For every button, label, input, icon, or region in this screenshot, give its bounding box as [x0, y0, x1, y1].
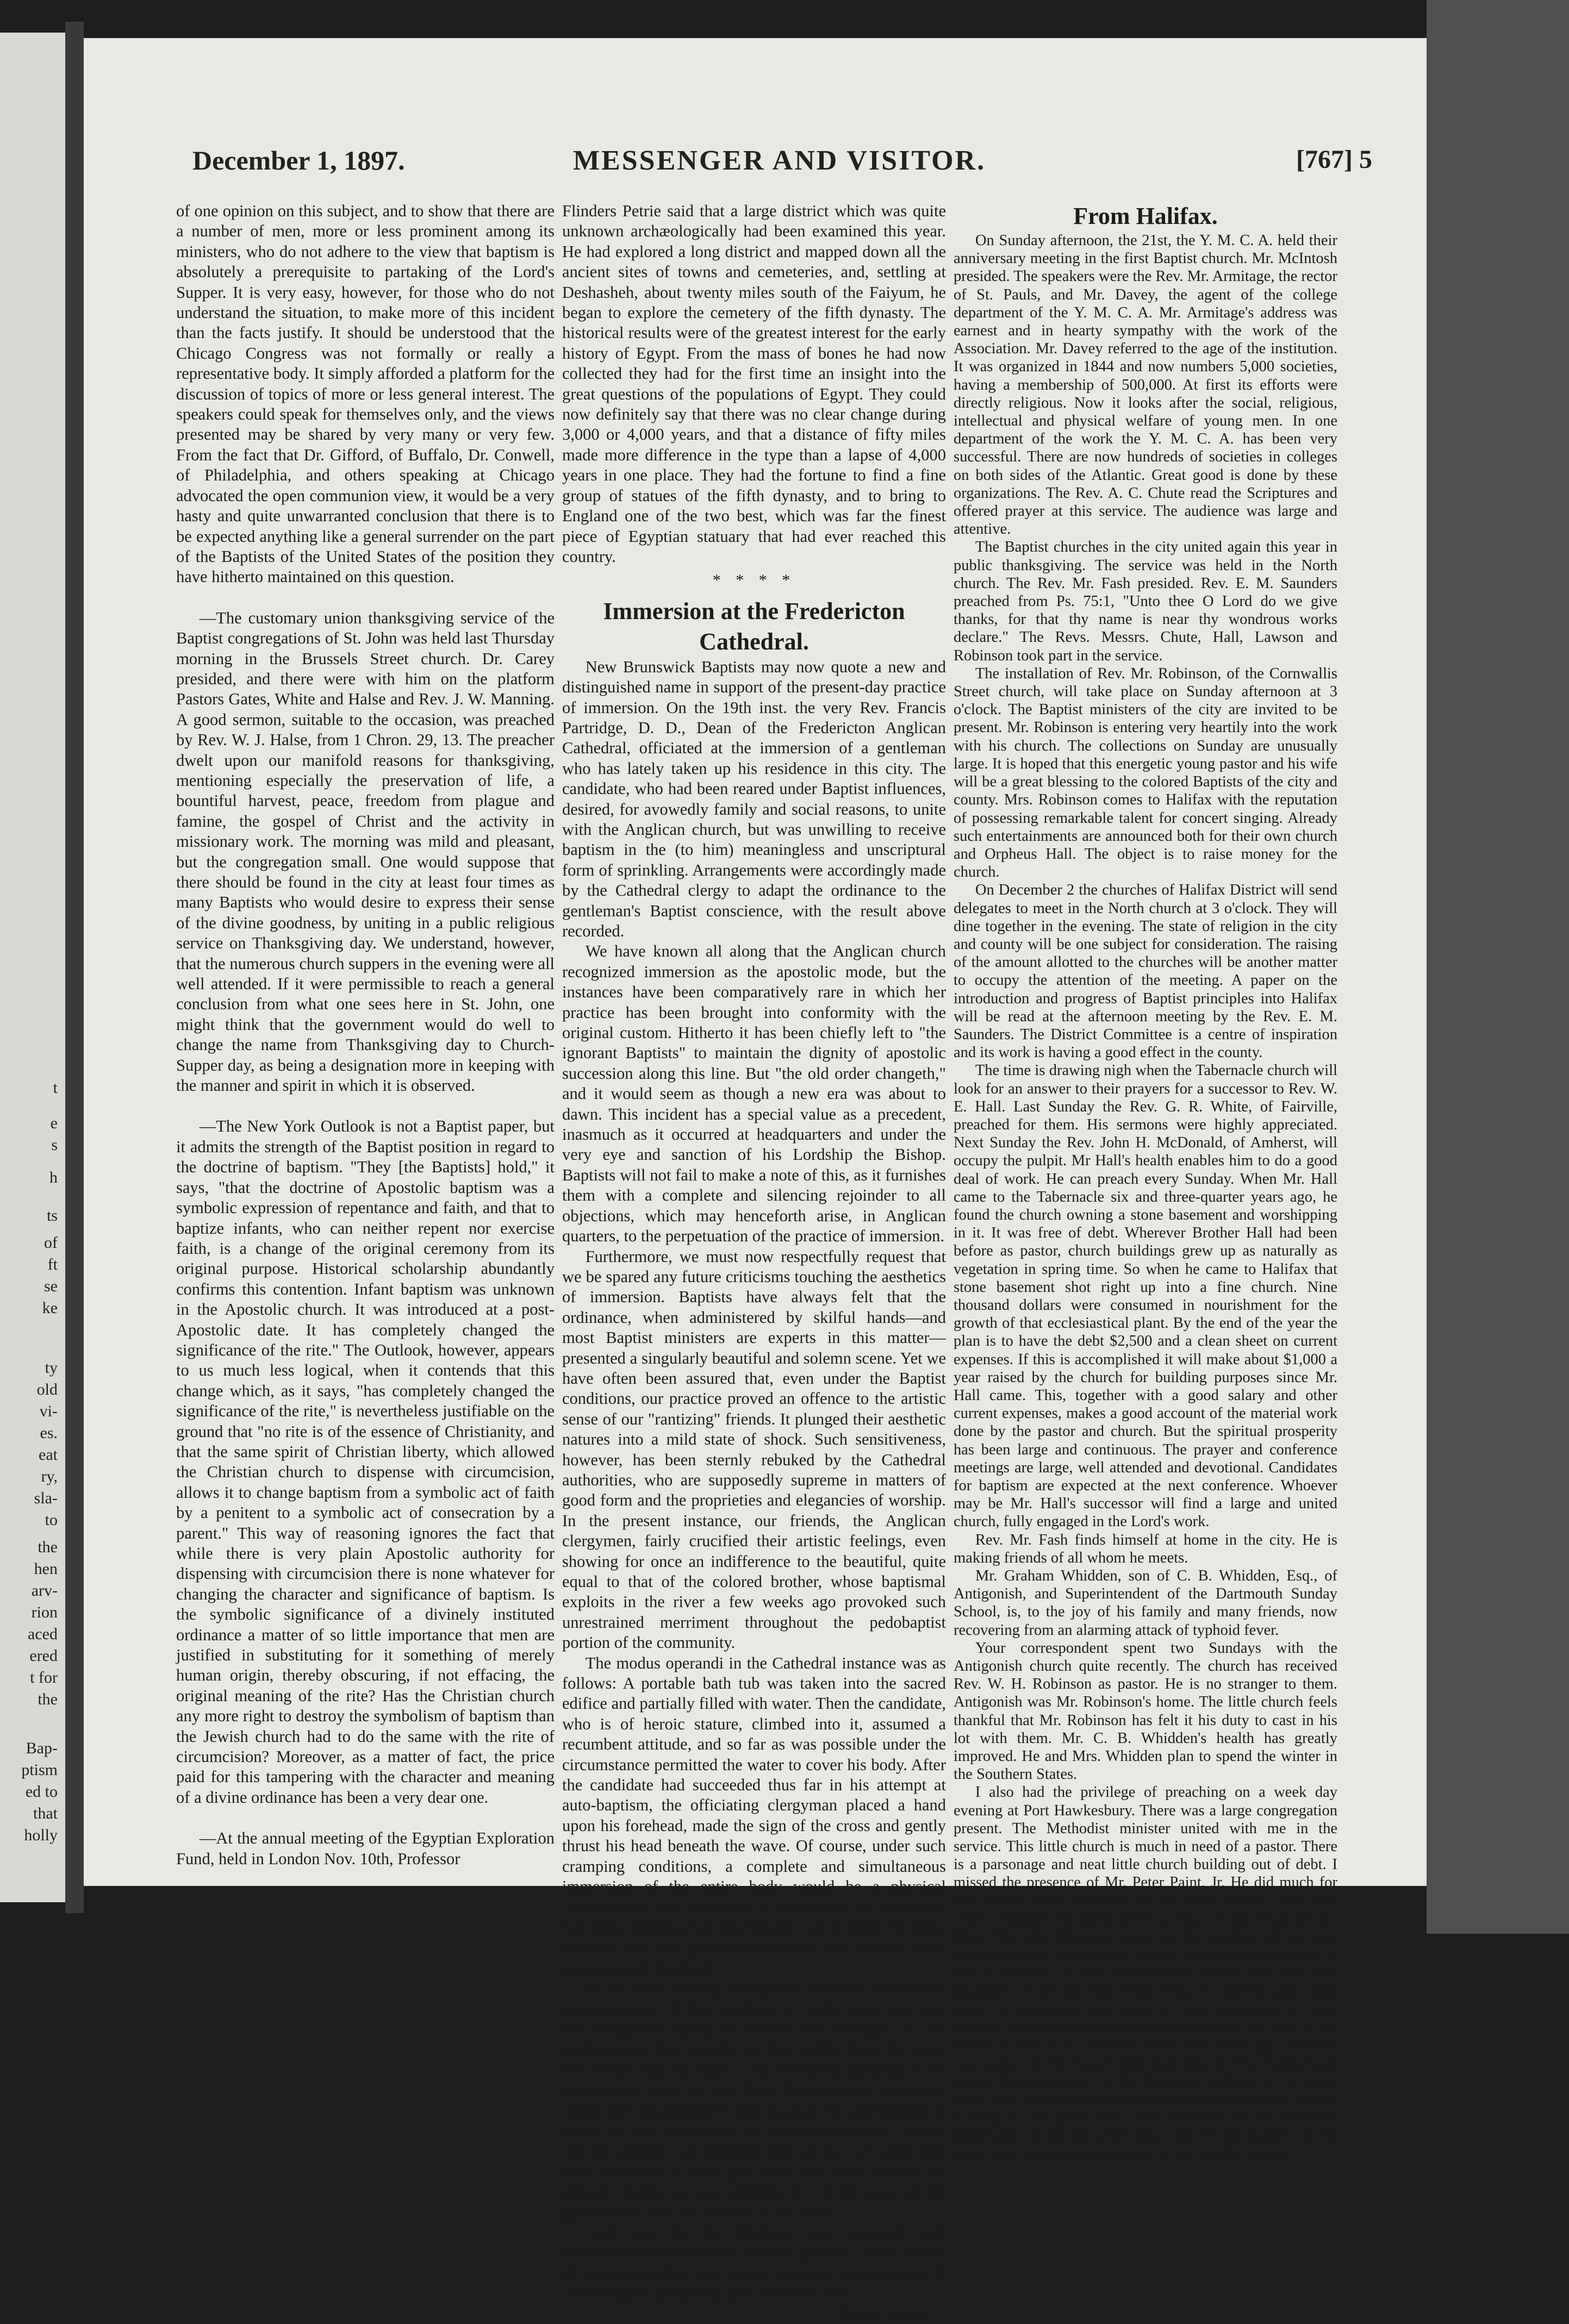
col3-paragraph: I also had the privilege of preaching on a week day evening at Port Hawkesbury. There was a large congregation present. The Methodist minister united with me in the service. This little church is much in need of a pastor. There is a parsonage and neat little church building out of debt. I missed the presence of Mr. Peter Paint, Jr. He did much for this church while he lived. His excellent widow, niece and sister continue the good work so dear to the heart of Mr. Paint. Mr. John McLane, loved by the members of the First Halifax church, of which he was for a long time a member, is now a member of Port Hawkesbury church. The sons and daughters of the late Peter Paint, Esq., Sr., and his wife stand ready to perpetuate the work so long sustained by their beloved parents. Port Hawkesbury church was the fruit of the labors of Rev. W. C. Rideout, about fifty years ago, when he was pastor of the Lower Aylesford church. The Paints have borne the greater part of the financial burdens for all these years. The Lord has prospered them and they are still willing to help on the good cause. The place has felt the financial depression of the few years past. The H. M. Board will no doubt give temporary assistance to this worthy church.	[954, 1784, 1337, 2162]
col2-paragraph: Furthermore, we must now respectfully request that we be spared any future criticisms touching the aesthetics of immersion. Baptists have always felt that the ordinance, when administered by skilful hands—and most Baptist ministers are experts in this matter—presented a singularly beautiful and solemn scene. Yet we have often been assured that, even under the Baptist conditions, our practice proved an offence to the artistic sense of our "rantizing" friends. It plunged their aesthetic natures into a mild state of shock. Such sensitiveness, however, has been sternly rebuked by the Cathedral authorities, who are supposedly supreme in matters of good form and the proprieties and elegancies of worship. In the present instance, our friends, the Anglican clergymen, fairly crucified their artistic feelings, even showing for once an indifference to the beautiful, quite equal to that of the colored brother, whose baptismal exploits in the river a few weeks ago provoked such unrestrained merriment throughout the pedobaptist portion of the community.	[562, 1247, 946, 1652]
col1-paragraph: —The customary union thanksgiving service of the Baptist congregations of St. John was held last Thursday morning in the Brussels Street church. Dr. Carey presided, and there were with him on the platform Pastors Gates, White and Halse and Rev. J. W. Manning. A good sermon, suitable to the occasion, was preached by Rev. W. J. Halse, from 1 Chron. 29, 13. The preacher dwelt upon our manifold reasons for thanksgiving, mentioning especially the preservation of life, a bountiful harvest, peace, freedom from plague and famine, the gospel of Christ and the activity in missionary work. The morning was mild and pleasant, but the congregation small. One would suppose that there should be found in the city at least four times as many Baptists who would desire to express their sense of the divine goodness, by uniting in a public religious service on Thanksgiving day. We understand, however, that the numerous church suppers in the evening were all well attended. If it were permissible to reach a general conclusion from what one sees here in St. John, one might think that the government would do well to change the name from Thanksgiving day to Church-Supper day, as being a designation more in keeping with the manner and spirit in which it is observed.	[176, 608, 555, 1095]
adjacent-page-fragment: s	[51, 1136, 58, 1154]
col1-paragraph: —The New York Outlook is not a Baptist paper, but it admits the strength of the Baptist position in regard to the doctrine of baptism. "They [the Baptists] hold," it says, "that the doctrine of Apostolic baptism was a symbolic expression of repentance and faith, and that to baptize infants, who can neither repent nor exercise faith, is a change of the original ceremony from its original purpose. Historical scholarship abundantly confirms this contention. Infant baptism was unknown in the Apostolic church. It was introduced at a post-Apostolic date. It has completely changed the significance of the rite." The Outlook, however, appears to us much less logical, when it contends that this change which, as it says, "has completely changed the significance of the rite," is nevertheless justifiable on the ground that "no rite is of the essence of Christianity, and that the same spirit of Christian liberty, which allowed the Christian church to dispense with circumcision, allows it to change baptism from a symbolic act of faith by a penitent to a symbolic act of consecration by a parent." This way of reasoning ignores the fact that while there is very plain Apostolic authority for dispensing with circumcision there is none whatever for changing the character and significance of baptism. Is the symbolic significance of a divinely instituted ordinance a matter of so little importance that men are justified in substituting for it something of merely human origin, thereby obscuring, if not effacing, the original meaning of the rite? Has the Christian church any more right to destroy the symbolism of baptism than the Jewish church had to do the same with the rite of circumcision? Moreover, as a matter of fact, the price paid for this tampering with the character and meaning of a divine ordinance has been a very dear one.	[176, 1117, 555, 1807]
adjacent-page-fragment: ft	[47, 1255, 58, 1273]
adjacent-page-fragment: e	[50, 1114, 58, 1132]
masthead-title: MESSENGER AND VISITOR.	[573, 145, 986, 176]
adjacent-page-fragment: ered	[29, 1647, 58, 1665]
adjacent-page-fragment: ry,	[41, 1467, 58, 1485]
article-title: From Halifax.	[1073, 203, 1218, 229]
adjacent-page-fragment: rion	[31, 1603, 58, 1621]
adjacent-page-strip	[0, 33, 65, 1902]
adjacent-page-fragment: the	[38, 1538, 58, 1556]
col2-paragraph: New Brunswick Baptists may now quote a new and distinguished name in support of the present-day practice of immersion. On the 19th inst. the very Rev. Francis Partridge, D. D., Dean of the Fredericton Anglican Cathedral, officiated at the immersion of a gentleman who has lately taken up his residence in this city. The candidate, who had been reared under Baptist influences, desired, for avowedly family and social reasons, to unite with the Anglican church, but was unwilling to receive baptism in the (to him) meaningless and unscriptural form of sprinkling. Arrangements were accordingly made by the Cathedral clergy to adapt the ordinance to the gentleman's Baptist conscience, with the result above recorded.	[562, 657, 946, 940]
scanner-background	[1427, 0, 1569, 1934]
adjacent-page-fragment: t for	[30, 1669, 58, 1686]
column-1	[176, 201, 555, 1869]
adjacent-page-fragment: sla-	[34, 1489, 58, 1507]
col2-paragraph: We have known all along that the Anglican church recognized immersion as the apostolic mode, but the instances have been comparatively rare in which her practice has been brought into conformity with the original custom. Hitherto it has been chiefly left to "the ignorant Baptists" to maintain the dignity of apostolic succession along this line. But "the old order changeth," and it would seem as though a new era was about to dawn. This incident has a special value as a precedent, inasmuch as it occurred at headquarters and under the very eye and sanction of his Lordship the Bishop. Baptists will not fail to make a note of this, as it furnishes them with a complete and silencing rejoinder to all objections, which may henceforth arise, in Anglican quarters, to the perpetuation of the practice of immersion.	[562, 942, 946, 1246]
adjacent-page-fragment: aced	[28, 1625, 58, 1643]
newspaper-page	[84, 38, 1427, 2323]
col2-paragraph: If one were writing in captious criticism rather than commendation of this incident he might point out how the clergyman failed to follow the example of his predecessors, the apostles, in that unlike them, he went not "down into the water," but remained standing in his white robes upon the dry floor. But it will be seen that, taking the circumstances into account, he approached as nearly as was practicable the apostolic practice. At any rate the attempt was laudable and we must all agree that such exertions as were put forth and such sacrifice of priestly dignity as was suffered, all for the good of the gentleman's soul, are worthy of all praise.	[562, 1979, 946, 2221]
adjacent-page-fragment: es.	[40, 1424, 58, 1442]
adjacent-page-fragment: ed to	[25, 1783, 58, 1801]
adjacent-page-fragment: arv-	[31, 1582, 58, 1600]
article-signature: Haereticus.	[838, 2304, 930, 2323]
col3-paragraph: On December 2 the churches of Halifax District will send delegates to meet in the North church at 3 o'clock. They will dine together in the evening. The state of religion in the city and county will be one subject for consideration. The raising of the amount allotted to the churches will be another matter to occupy the attention of the meeting. A paper on the introduction and progress of Baptist principles into Halifax will be read at the afternoon meeting by the Rev. E. M. Saunders. The District Committee is a centre of inspiration and its work is having a good effect in the county.	[954, 882, 1337, 1061]
adjacent-page-fragment: old	[36, 1380, 58, 1398]
adjacent-page-fragment: ptism	[21, 1761, 58, 1779]
page-header	[192, 145, 1372, 193]
col3-paragraph: The Baptist churches in the city united again this year in public thanksgiving. The service was held in the North church. The Rev. Mr. Fash presided. Rev. E. M. Saunders preached from Ps. 75:1, "Unto thee O Lord do we give thanks, for that thy name is near thy wondrous works declare." The Revs. Messrs. Chute, Hall, Lawson and Robinson took part in the service.	[954, 539, 1337, 664]
col2-paragraph: And now that the Baptists have received such authoritative endorsement of their practice in the matter of immersion, they may expect to enjoy a long season of uninterrupted prosperity and unbroken rest.	[562, 2223, 946, 2303]
column-2	[562, 201, 946, 2324]
col2-paragraph: The modus operandi in the Cathedral instance was as follows: A portable bath tub was taken into the sacred edifice and partially filled with water. Then the candidate, who is of heroic stature, climbed into it, assumed a recumbent attitude, and so far as was possible under the circumstance permitted the water to cover his body. After the candidate had succeeded thus far in his attempt at auto-baptism, the officiating clergyman placed a hand upon his forehead, made the sign of the cross and gently thrust his head beneath the wave. Of course, under such cramping conditions, a complete and simultaneous immersion of the entire body would be a physical impossibility; but inasmuch as the feet of the candidate had been immersed on entering the tub, it might be fairly claimed that the gentleman had by this process been progressively baptized.	[562, 1653, 946, 1977]
page-number: [767] 5	[1296, 145, 1372, 174]
adjacent-page-fragment: hen	[34, 1560, 58, 1578]
adjacent-page-fragment: h	[49, 1169, 58, 1186]
adjacent-page-fragment: ke	[42, 1299, 58, 1317]
adjacent-page-fragment: holly	[24, 1826, 58, 1844]
col3-paragraph: Mr. Graham Whidden, son of C. B. Whidden, Esq., of Antigonish, and Superintendent of the Dartmouth Sunday School, is, to the joy of his family and many friends, now recovering from an alarming attack of typhoid fever.	[954, 1567, 1337, 1639]
adjacent-page-fragment: the	[38, 1690, 58, 1708]
adjacent-page-fragment: se	[44, 1277, 58, 1295]
col3-paragraph: Your correspondent spent two Sundays with the Antigonish church quite recently. The church has received Rev. W. H. Robinson as pastor. He is no stranger to them. Antigonish was Mr. Robinson's home. The little church feels thankful that Mr. Robinson has felt it his duty to cast in his lot with them. Mr. C. B. Whidden's health has greatly improved. He and Mrs. Whidden plan to spend the winter in the Southern States.	[954, 1639, 1337, 1783]
book-gutter	[65, 22, 84, 1913]
adjacent-page-fragment: t	[53, 1079, 58, 1097]
adjacent-page-fragment: to	[45, 1511, 58, 1529]
col1-paragraph: of one opinion on this subject, and to show that there are a number of men, more or less prominent among its ministers, who do not adhere to the view that baptism is absolutely a prerequisite to partaking of the Lord's Supper. It is very easy, however, for those who do not understand the situation, to make more of this incident than the facts justify. It should be understood that the Chicago Congress was not formally or really a representative body. It simply afforded a platform for the discussion of topics of more or less general interest. The speakers could speak for themselves only, and the views presented may be shared by very many or very few. From the fact that Dr. Gifford, of Buffalo, Dr. Conwell, of Philadelphia, and others speaking at Chicago advocated the open communion view, it would be a very hasty and quite unwarranted conclusion that there is to be expected anything like a general surrender on the part of the Baptists of the United States of the position they have hitherto maintained on this question.	[176, 202, 555, 586]
col3-lead-paragraph: On Sunday afternoon, the 21st, the Y. M. C. A. held their anniversary meeting in the first Baptist church. Mr. McIntosh presided. The speakers were the Rev. Mr. Armitage, the rector of St. Pauls, and Mr. Davey, the agent of the college department of the Y. M. C. A. Mr. Armitage's address was earnest and in hearty sympathy with the work of the Association. Mr. Davey referred to the age of the institution. It was organized in 1844 and now numbers 5,000 societies, having a membership of 500,000. At first its efforts were directly religious. Now it looks after the social, religious, intellectual and physical welfare of young men. In one department of the work the Y. M. C. A. has been very successful. There are now hundreds of societies in colleges on both sides of the Atlantic. Great good is done by these organizations. The Rev. A. C. Chute read the Scriptures and offered prayer at this service. The audience was large and attentive.	[954, 232, 1337, 538]
col1-paragraph: —At the annual meeting of the Egyptian Exploration Fund, held in London Nov. 10th, Professor	[176, 1829, 555, 1868]
adjacent-page-fragment: eat	[39, 1446, 58, 1464]
adjacent-page-fragment: vi-	[39, 1402, 58, 1420]
col3-paragraph: The installation of Rev. Mr. Robinson, of the Cornwallis Street church, will take place on Sunday afternoon at 3 o'clock. The Baptist ministers of the city are invited to be present. Mr. Robinson is entering very heartily into the work with his church. The collections on Sunday are unusually large. It is hoped that this energetic young pastor and his wife will be a great blessing to the colored Baptists of the city and county. Mrs. Robinson comes to Halifax with the reputation of possessing remarkable talent for concert singing. Already such entertainments are announced both for their own church and Orpheus Hall. The object is to raise money for the church.	[954, 665, 1337, 881]
adjacent-page-fragment: Bap-	[26, 1739, 58, 1757]
article-title: Immersion at the Fredericton Cathedral.	[603, 597, 905, 655]
adjacent-page-fragment: ty	[45, 1359, 58, 1377]
col2-top-paragraph: Flinders Petrie said that a large district which was quite unknown archæologically had been examined this year. He had explored a long district and mapped down all the ancient sites of towns and cemeteries, and, settling at Deshasheh, about twenty miles south of the Faiyum, he began to explore the cemetery of the fifth dynasty. The historical results were of the greatest interest for the early history of Egypt. From the mass of bones he had now collected they had for the first time an insight into the great questions of the populations of Egypt. They could now definitely say that there was no clear change during 3,000 or 4,000 years, and that a distance of fifty miles made more difference in the type than a lapse of 4,000 years in one place. They had the fortune to find a fine group of statues of the fifth dynasty, and to bring to England one of the two best, which was far the finest piece of Egyptian statuary that had ever reached this country.	[562, 202, 946, 566]
adjacent-page-fragment: that	[33, 1804, 58, 1822]
section-divider-stars: * * * *	[712, 571, 796, 590]
col3-paragraph: The time is drawing nigh when the Tabernacle church will look for an answer to their prayers for a successor to Rev. W. E. Hall. Last Sunday the Rev. G. R. White, of Fairville, preached for them. His sermons were highly appreciated. Next Sunday the Rev. John H. McDonald, of Amherst, will occupy the pulpit. Mr Hall's health enables him to do a good deal of work. He can preach every Sunday. When Mr. Hall came to the Tabernacle six and three-quarter years ago, he found the church owning a stone basement and worshipping in it. It was free of debt. Wherever Brother Hall had been before as pastor, church buildings grew up as naturally as vegetation in spring time. So when he came to Halifax that stone basement shot right up into a fine church. Nine thousand dollars were consumed in nourishment for the growth of that ecclesiastical plant. By the end of the year the plan is to have the debt $2,500 and a clean sheet on current expenses. If this is accomplished it will make about $1,000 a year raised by the church for building purposes since Mr. Hall came. This, together with a good salary and other current expenses, makes a good account of the material work done by the pastor and church. But the spiritual prosperity has been large and continuous. The prayer and conference meetings are large, well attended and devotional. Candidates for baptism are expected at the next conference. Whoever may be Mr. Hall's successor will find a large and united church, fully engaged in the Lord's work.	[954, 1062, 1337, 1530]
header-date: December 1, 1897.	[192, 145, 405, 176]
adjacent-page-fragment: ts	[46, 1207, 58, 1225]
column-3	[954, 201, 1337, 2163]
adjacent-page-fragment: of	[44, 1234, 58, 1252]
col3-paragraph: Rev. Mr. Fash finds himself at home in the city. He is making friends of all whom he meets.	[954, 1531, 1337, 1566]
